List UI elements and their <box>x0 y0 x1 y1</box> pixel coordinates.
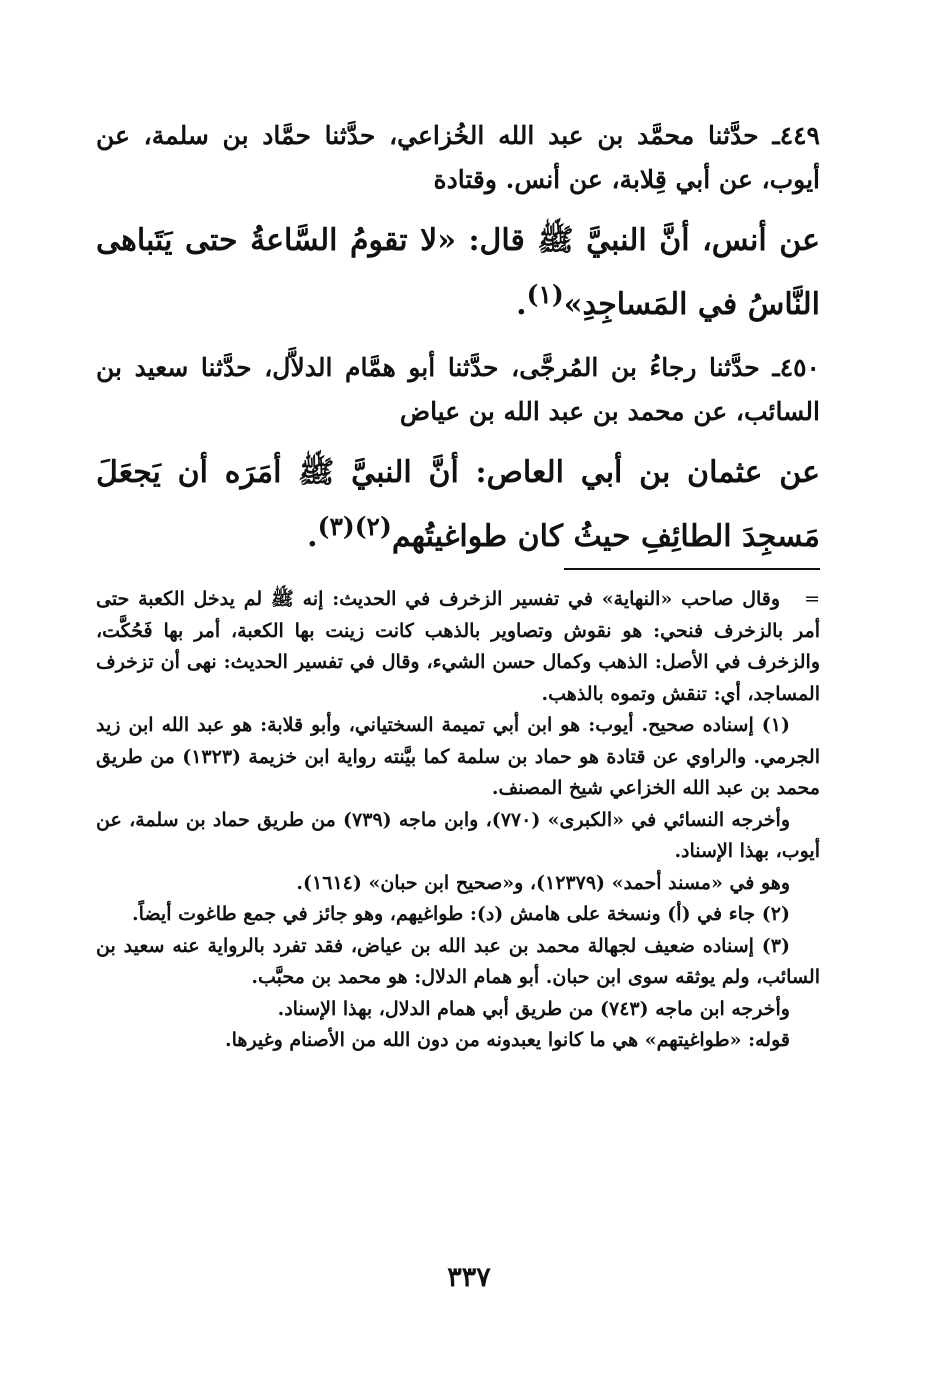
page-number: ٣٣٧ <box>447 1262 491 1293</box>
footnote-3: (٣) إسناده ضعيف لجهالة محمد بن عبد الله بن عياض، فقد تفرد بالرواية عنه سعيد بن السائب، ولم يوثقه سوى ابن حبان. أبو همام الدلال: هو محمد بن محبَّب. <box>96 934 820 988</box>
footnote-1: (١) إسناده صحيح. أيوب: هو ابن أبي تميمة السختياني، وأبو قلابة: هو عبد الله ابن زيد الجرمي. والراوي عن قتادة هو حماد بن سلمة كما بيَّنته رواية ابن خزيمة (١٣٢٣) من طريق محمد بن عبد الله الخزاعي شيخ المصنف. <box>96 714 820 799</box>
footnote-3-takhrij: وأخرجه ابن ماجه (٧٤٣) من طريق أبي همام الدلال، بهذا الإسناد. <box>277 997 790 1020</box>
footnote-1-takhrij: وأخرجه النسائي في «الكبرى» (٧٧٠)، وابن ماجه (٧٣٩) من طريق حماد بن سلمة، عن أيوب، بهذا الإسناد. <box>96 808 820 862</box>
hadith-450-matn: عن عثمان بن أبي العاص: أنَّ النبيَّ ﷺ أمَرَه أن يَجعَلَ مَسجِدَ الطائِفِ حيثُ كان طواغيتُهم$^{(٢)(٣)}$. <box>96 455 820 554</box>
footnote-marker: (٢)(٣) <box>317 512 392 541</box>
footnote-marker: (١) <box>526 280 564 309</box>
hadith-449-matn: عن أنس، أنَّ النبيَّ ﷺ قال: «لا تقومُ السَّاعةُ حتى يَتَباهى النَّاسُ في المَساجِدِ»$^{(١)}$. <box>96 223 820 322</box>
hadith-449-isnad: ٤٤٩ـ حدَّثنا محمَّد بن عبد الله الخُزاعي، حدَّثنا حمَّاد بن سلمة، عن أيوب، عن أبي قِلابة، عن أنس. وقتادة <box>96 121 820 194</box>
footnotes <box>96 584 820 1057</box>
footnote-separator <box>564 568 820 570</box>
footnote-1-sources: وهو في «مسند أحمد» (١٢٣٧٩)، و«صحيح ابن حبان» (١٦١٤). <box>296 871 790 894</box>
main-text <box>96 114 820 578</box>
footnote-3-gloss: قوله: «طواغيتهم» هي ما كانوا يعبدونه من دون الله من الأصنام وغيرها. <box>225 1029 790 1051</box>
footnote-continuation: =وقال صاحب «النهاية» في تفسير الزخرف في الحديث: إنه ﷺ لم يدخل الكعبة حتى أمر بالزخرف فنحي: هو نقوش وتصاوير بالذهب كانت زينت بها الكعبة، أمر بها فَحُكَّت، والزخرف في الأصل: الذهب وكمال حسن الشيء، وقال في تفسير الحديث: نهى أن تزخرف المساجد، أي: تنقش وتموه بالذهب. <box>96 588 820 705</box>
hadith-450-isnad: ٤٥٠ـ حدَّثنا رجاءُ بن المُرجَّى، حدَّثنا أبو همَّام الدلاَّل، حدَّثنا سعيد بن السائب، عن محمد بن عبد الله بن عياض <box>96 353 820 426</box>
footnote-2: (٢) جاء في (أ) ونسخة على هامش (د): طواغيهم، وهو جائز في جمع طاغوت أيضاً. <box>132 903 790 925</box>
continuation-mark: = <box>804 588 820 610</box>
